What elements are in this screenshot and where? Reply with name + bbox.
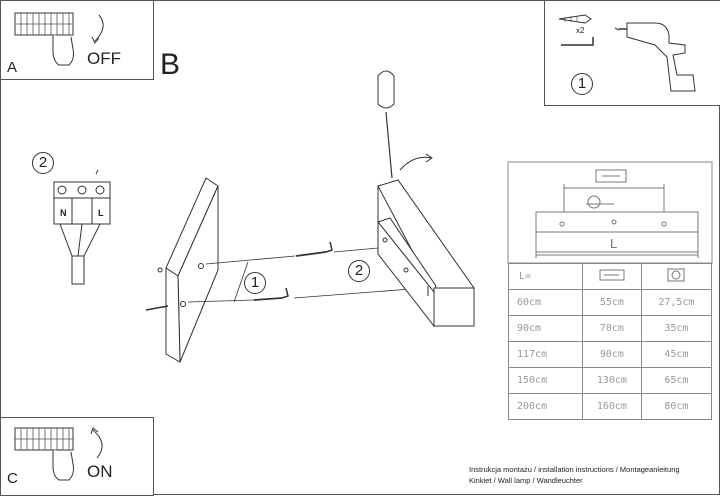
table-row <box>509 394 712 420</box>
table-row <box>509 290 712 316</box>
screw-hole-icon <box>667 268 685 282</box>
length-header: L= <box>509 264 583 290</box>
table-cell: 45cm <box>641 342 711 368</box>
wiring-step-number: 2 <box>32 152 54 174</box>
step-a-letter: A <box>7 59 18 76</box>
hole-icon-header <box>641 264 711 290</box>
table-header-row <box>509 264 712 290</box>
table-cell: 117cm <box>509 342 583 368</box>
table-cell: 160cm <box>582 394 641 420</box>
lamp-step-number: 2 <box>348 260 370 282</box>
table-cell: 65cm <box>641 368 711 394</box>
table-cell: 200cm <box>509 394 583 420</box>
on-label: ON <box>87 462 113 481</box>
table-cell: 90cm <box>509 316 583 342</box>
table-cell: 90cm <box>582 342 641 368</box>
footer-line-2: Kinkiet / Wall lamp / Wandleuchter <box>469 476 583 485</box>
quantity-label: x2 <box>576 26 585 35</box>
off-label: OFF <box>87 49 121 68</box>
length-symbol: L <box>610 236 618 251</box>
screws-step-number: 1 <box>244 272 266 294</box>
table-cell: 60cm <box>509 290 583 316</box>
table-cell: 35cm <box>641 316 711 342</box>
footer-caption <box>469 464 680 486</box>
terminal-n-label: N <box>60 208 67 218</box>
spacing-icon-header <box>582 264 641 290</box>
table-cell: 80cm <box>641 394 711 420</box>
table-cell: 70cm <box>582 316 641 342</box>
table-row <box>509 368 712 394</box>
terminal-block-illustration <box>54 170 110 284</box>
fixings-step-number: 1 <box>571 73 593 95</box>
step-b-letter: B <box>160 48 181 81</box>
step-c-letter: C <box>7 470 18 487</box>
bracket-spacing-icon <box>599 269 625 281</box>
terminal-l-label: L <box>98 208 104 218</box>
table-cell: 130cm <box>582 368 641 394</box>
footer-line-1: Instrukcja montażu / installation instructions / Montageanleitung <box>469 465 680 474</box>
table-row <box>509 316 712 342</box>
table-cell: 55cm <box>582 290 641 316</box>
dimension-table <box>508 263 712 420</box>
table-row <box>509 342 712 368</box>
table-cell: 27,5cm <box>641 290 711 316</box>
table-cell: 150cm <box>509 368 583 394</box>
